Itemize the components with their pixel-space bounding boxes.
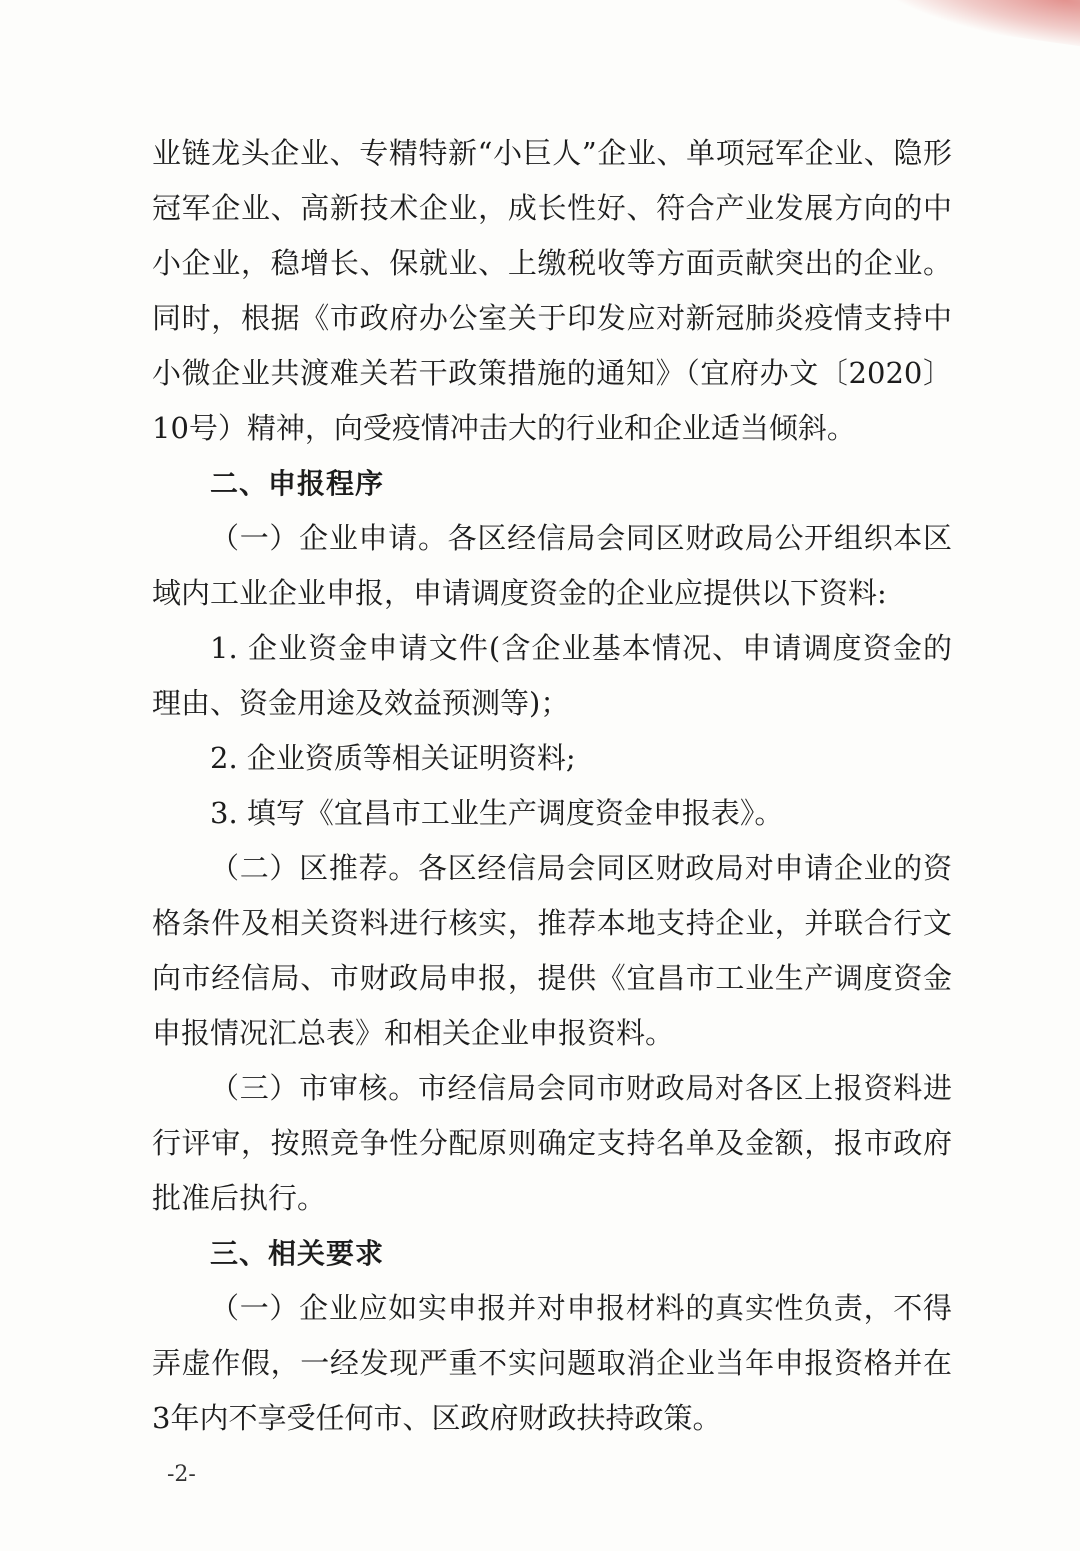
- procedure-step-district-recommendation: （二）区推荐。各区经信局会同区财政局对申请企业的资格条件及相关资料进行核实，推荐本地支持企业，并联合行文向市经信局、市财政局申报，提供《宜昌市工业生产调度资金申报情况汇总表》和相关企业申报资料。: [152, 851, 952, 1050]
- page-number: -2-: [167, 1462, 196, 1487]
- requirement-paragraph-1: （一）企业应如实申报并对申报材料的真实性负责，不得弄虚作假，一经发现严重不实问题取消企业当年申报资格并在3年内不享受任何市、区政府财政扶持政策。: [152, 1291, 952, 1435]
- required-document-item-3: 3. 填写《宜昌市工业生产调度资金申报表》。: [210, 796, 784, 830]
- section-heading-procedure: 二、申报程序: [210, 467, 385, 500]
- document-body: [152, 126, 952, 1446]
- section-heading-requirements: 三、相关要求: [210, 1237, 385, 1270]
- required-document-item-2: 2. 企业资质等相关证明资料;: [210, 741, 576, 775]
- procedure-step-application: （一）企业申请。各区经信局会同区财政局公开组织本区域内工业企业申报，申请调度资金的企业应提供以下资料:: [152, 521, 952, 610]
- intro-paragraph: 业链龙头企业、专精特新“小巨人”企业、单项冠军企业、隐形冠军企业、高新技术企业，成长性好、符合产业发展方向的中小企业，稳增长、保就业、上缴税收等方面贡献突出的企业。同时，根据《市政府办公室关于印发应对新冠肺炎疫情支持中小微企业共渡难关若干政策措施的通知》（宜府办文〔2020〕10号）精神，向受疫情冲击大的行业和企业适当倾斜。: [152, 136, 952, 445]
- red-seal-fragment: [877, 0, 1080, 50]
- procedure-step-city-review: （三）市审核。市经信局会同市财政局对各区上报资料进行评审，按照竞争性分配原则确定支持名单及金额，报市政府批准后执行。: [152, 1071, 952, 1215]
- required-document-item-1: 1. 企业资金申请文件(含企业基本情况、申请调度资金的理由、资金用途及效益预测等)；: [152, 631, 952, 720]
